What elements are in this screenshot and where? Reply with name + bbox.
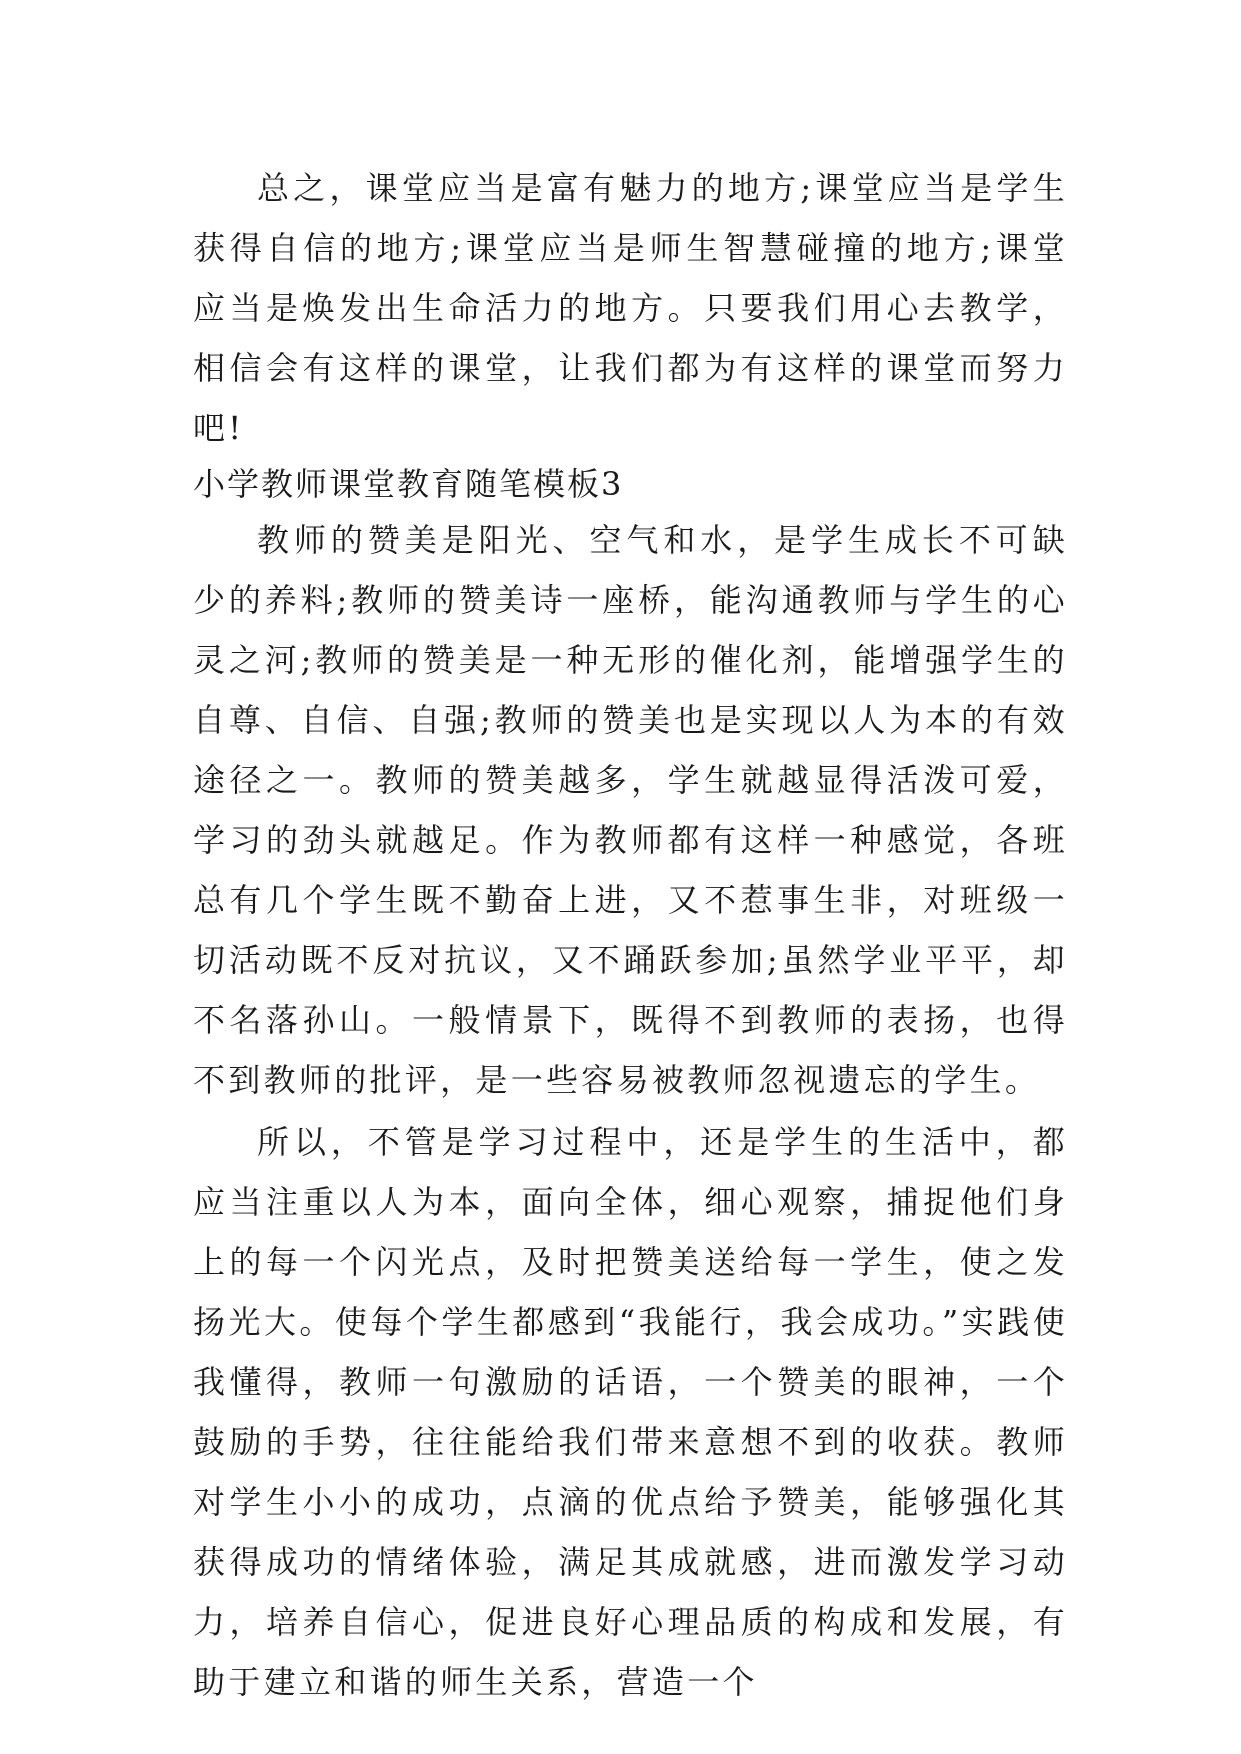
paragraph-practice: 所以，不管是学习过程中，还是学生的生活中，都应当注重以人为本，面向全体，细心观察，捕捉他们身上的每一个闪光点，及时把赞美送给每一学生，使之发扬光大。使每个学生都感到“我能行，我会成功。”实践使我懂得，教师一句激励的话语，一个赞美的眼神，一个鼓励的手势，往往能给我们带来意想不到的收获。教师对学生小小的成功，点滴的优点给予赞美，能够强化其获得成功的情绪体验，满足其成就感，进而激发学习动力，培养自信心，促进良好心理品质的构成和发展，有助于建立和谐的师生关系，营造一个 (193, 1123, 1068, 1701)
section-heading: 小学教师课堂教育随笔模板3 (193, 465, 624, 503)
paragraph-conclusion: 总之，课堂应当是富有魅力的地方;课堂应当是学生获得自信的地方;课堂应当是师生智慧碰撞的地方;课堂应当是焕发出生命活力的地方。只要我们用心去教学，相信会有这样的课堂，让我们都为有这样的课堂而努力吧! (193, 169, 1068, 447)
paragraph-praise: 教师的赞美是阳光、空气和水，是学生成长不可缺少的养料;教师的赞美诗一座桥，能沟通教师与学生的心灵之河;教师的赞美是一种无形的催化剂，能增强学生的自尊、自信、自强;教师的赞美也是实现以人为本的有效途径之一。教师的赞美越多，学生就越显得活泼可爱，学习的劲头就越足。作为教师都有这样一种感觉，各班总有几个学生既不勤奋上进，又不惹事生非，对班级一切活动既不反对抗议，又不踊跃参加;虽然学业平平，却不名落孙山。一般情景下，既得不到教师的表扬，也得不到教师的批评，是一些容易被教师忽视遗忘的学生。 (193, 521, 1068, 1099)
document-body (193, 158, 1068, 1712)
